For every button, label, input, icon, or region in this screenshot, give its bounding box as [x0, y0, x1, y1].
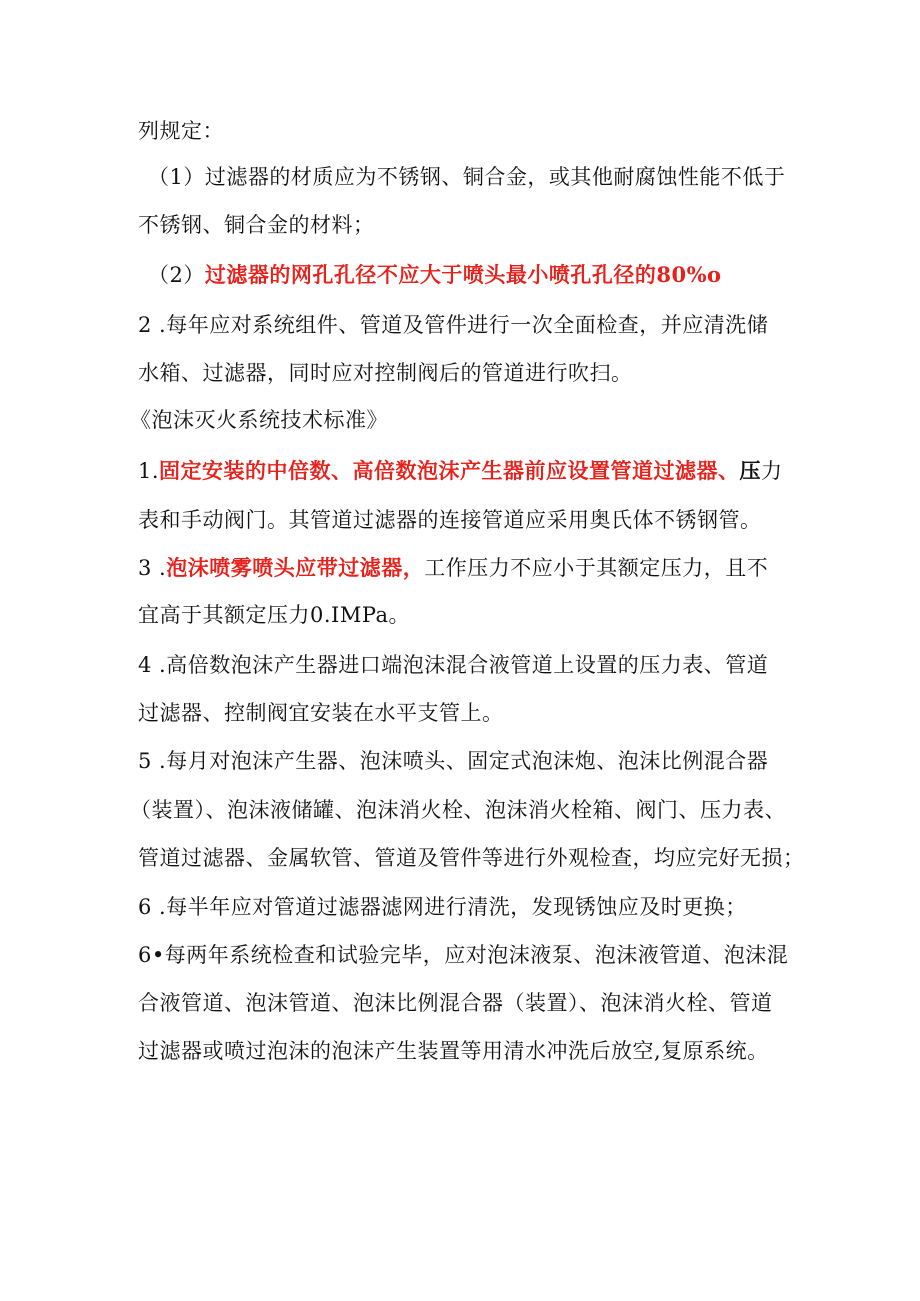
line-text: 列规定：	[138, 119, 224, 143]
line-text: 1.	[138, 459, 160, 483]
text-line	[138, 940, 788, 970]
line-text: 5 .每月对泡沫产生器、泡沫喷头、固定式泡沫炮、泡沫比例混合器	[138, 749, 769, 773]
highlighted-text: 过滤器的网孔孔径不应大于喷头最小喷孔孔径的80%o	[204, 262, 722, 287]
line-text: 力	[761, 459, 783, 483]
line-text: 6•每两年系统检查和试验完毕，应对泡沫液泵、泡沫液管道、泡沫混	[138, 943, 789, 967]
line-text: 工作压力不应小于其额定压力，且不	[424, 556, 769, 580]
text-line	[138, 698, 504, 728]
line-text: 不锈钢、铜合金的材料；	[138, 213, 375, 237]
line-text: （1）过滤器的材质应为不锈钢、铜合金，或其他耐腐蚀性能不低于	[148, 165, 786, 189]
section-title: 《泡沫灭火系统技术标准》	[130, 408, 388, 432]
text-line	[138, 843, 805, 873]
text-line	[138, 310, 768, 340]
text-line	[138, 650, 768, 680]
text-line	[138, 505, 762, 535]
line-text: （2）	[148, 263, 205, 287]
line-text: 过滤器或喷过泡沫的泡沫产生装置等用清水冲洗后放空,复原系统。	[138, 1039, 769, 1063]
text-line	[138, 553, 768, 583]
line-text: （装置）、泡沫液储罐、泡沫消火栓、泡沫消火栓箱、阀门、压力表、	[130, 798, 786, 822]
text-line	[138, 892, 747, 922]
highlighted-text: 固定安装的中倍数、高倍数泡沫产生器前应设置管道过滤器、	[159, 458, 740, 483]
line-text: 合液管道、泡沫管道、泡沫比例混合器（装置）、泡沫消火栓、管道	[138, 991, 773, 1015]
text-line	[138, 600, 410, 630]
line-text: 6 .每半年应对管道过滤器滤网进行清洗，发现锈蚀应及时更换；	[138, 895, 747, 919]
text-line	[138, 116, 224, 146]
text-line	[148, 260, 722, 290]
line-text: 管道过滤器、金属软管、管道及管件等进行外观检查，均应完好无损；	[138, 846, 805, 870]
line-text: 过滤器、控制阀宜安装在水平支管上。	[138, 701, 504, 725]
text-line	[138, 456, 783, 486]
line-text: 压	[739, 458, 762, 483]
line-text: 表和手动阀门。其管道过滤器的连接管道应采用奥氏体不锈钢管。	[138, 508, 762, 532]
text-line	[138, 746, 768, 776]
text-line	[148, 162, 785, 192]
text-line	[138, 210, 375, 240]
line-text: 水箱、过滤器，同时应对控制阀后的管道进行吹扫。	[138, 361, 633, 385]
text-line	[130, 405, 388, 435]
text-line	[138, 1036, 769, 1066]
text-line	[138, 988, 773, 1018]
highlighted-text: 泡沫喷雾喷头应带过滤器，	[166, 555, 425, 580]
line-text: 3 .	[138, 556, 167, 580]
line-text: 4 .高倍数泡沫产生器进口端泡沫混合液管道上设置的压力表、管道	[138, 653, 769, 677]
text-line	[138, 358, 633, 388]
text-line	[130, 795, 786, 825]
line-text: 2 .每年应对系统组件、管道及管件进行一次全面检查，并应清洗储	[138, 313, 769, 337]
line-text: 宜高于其额定压力0.IMPa。	[138, 603, 411, 627]
